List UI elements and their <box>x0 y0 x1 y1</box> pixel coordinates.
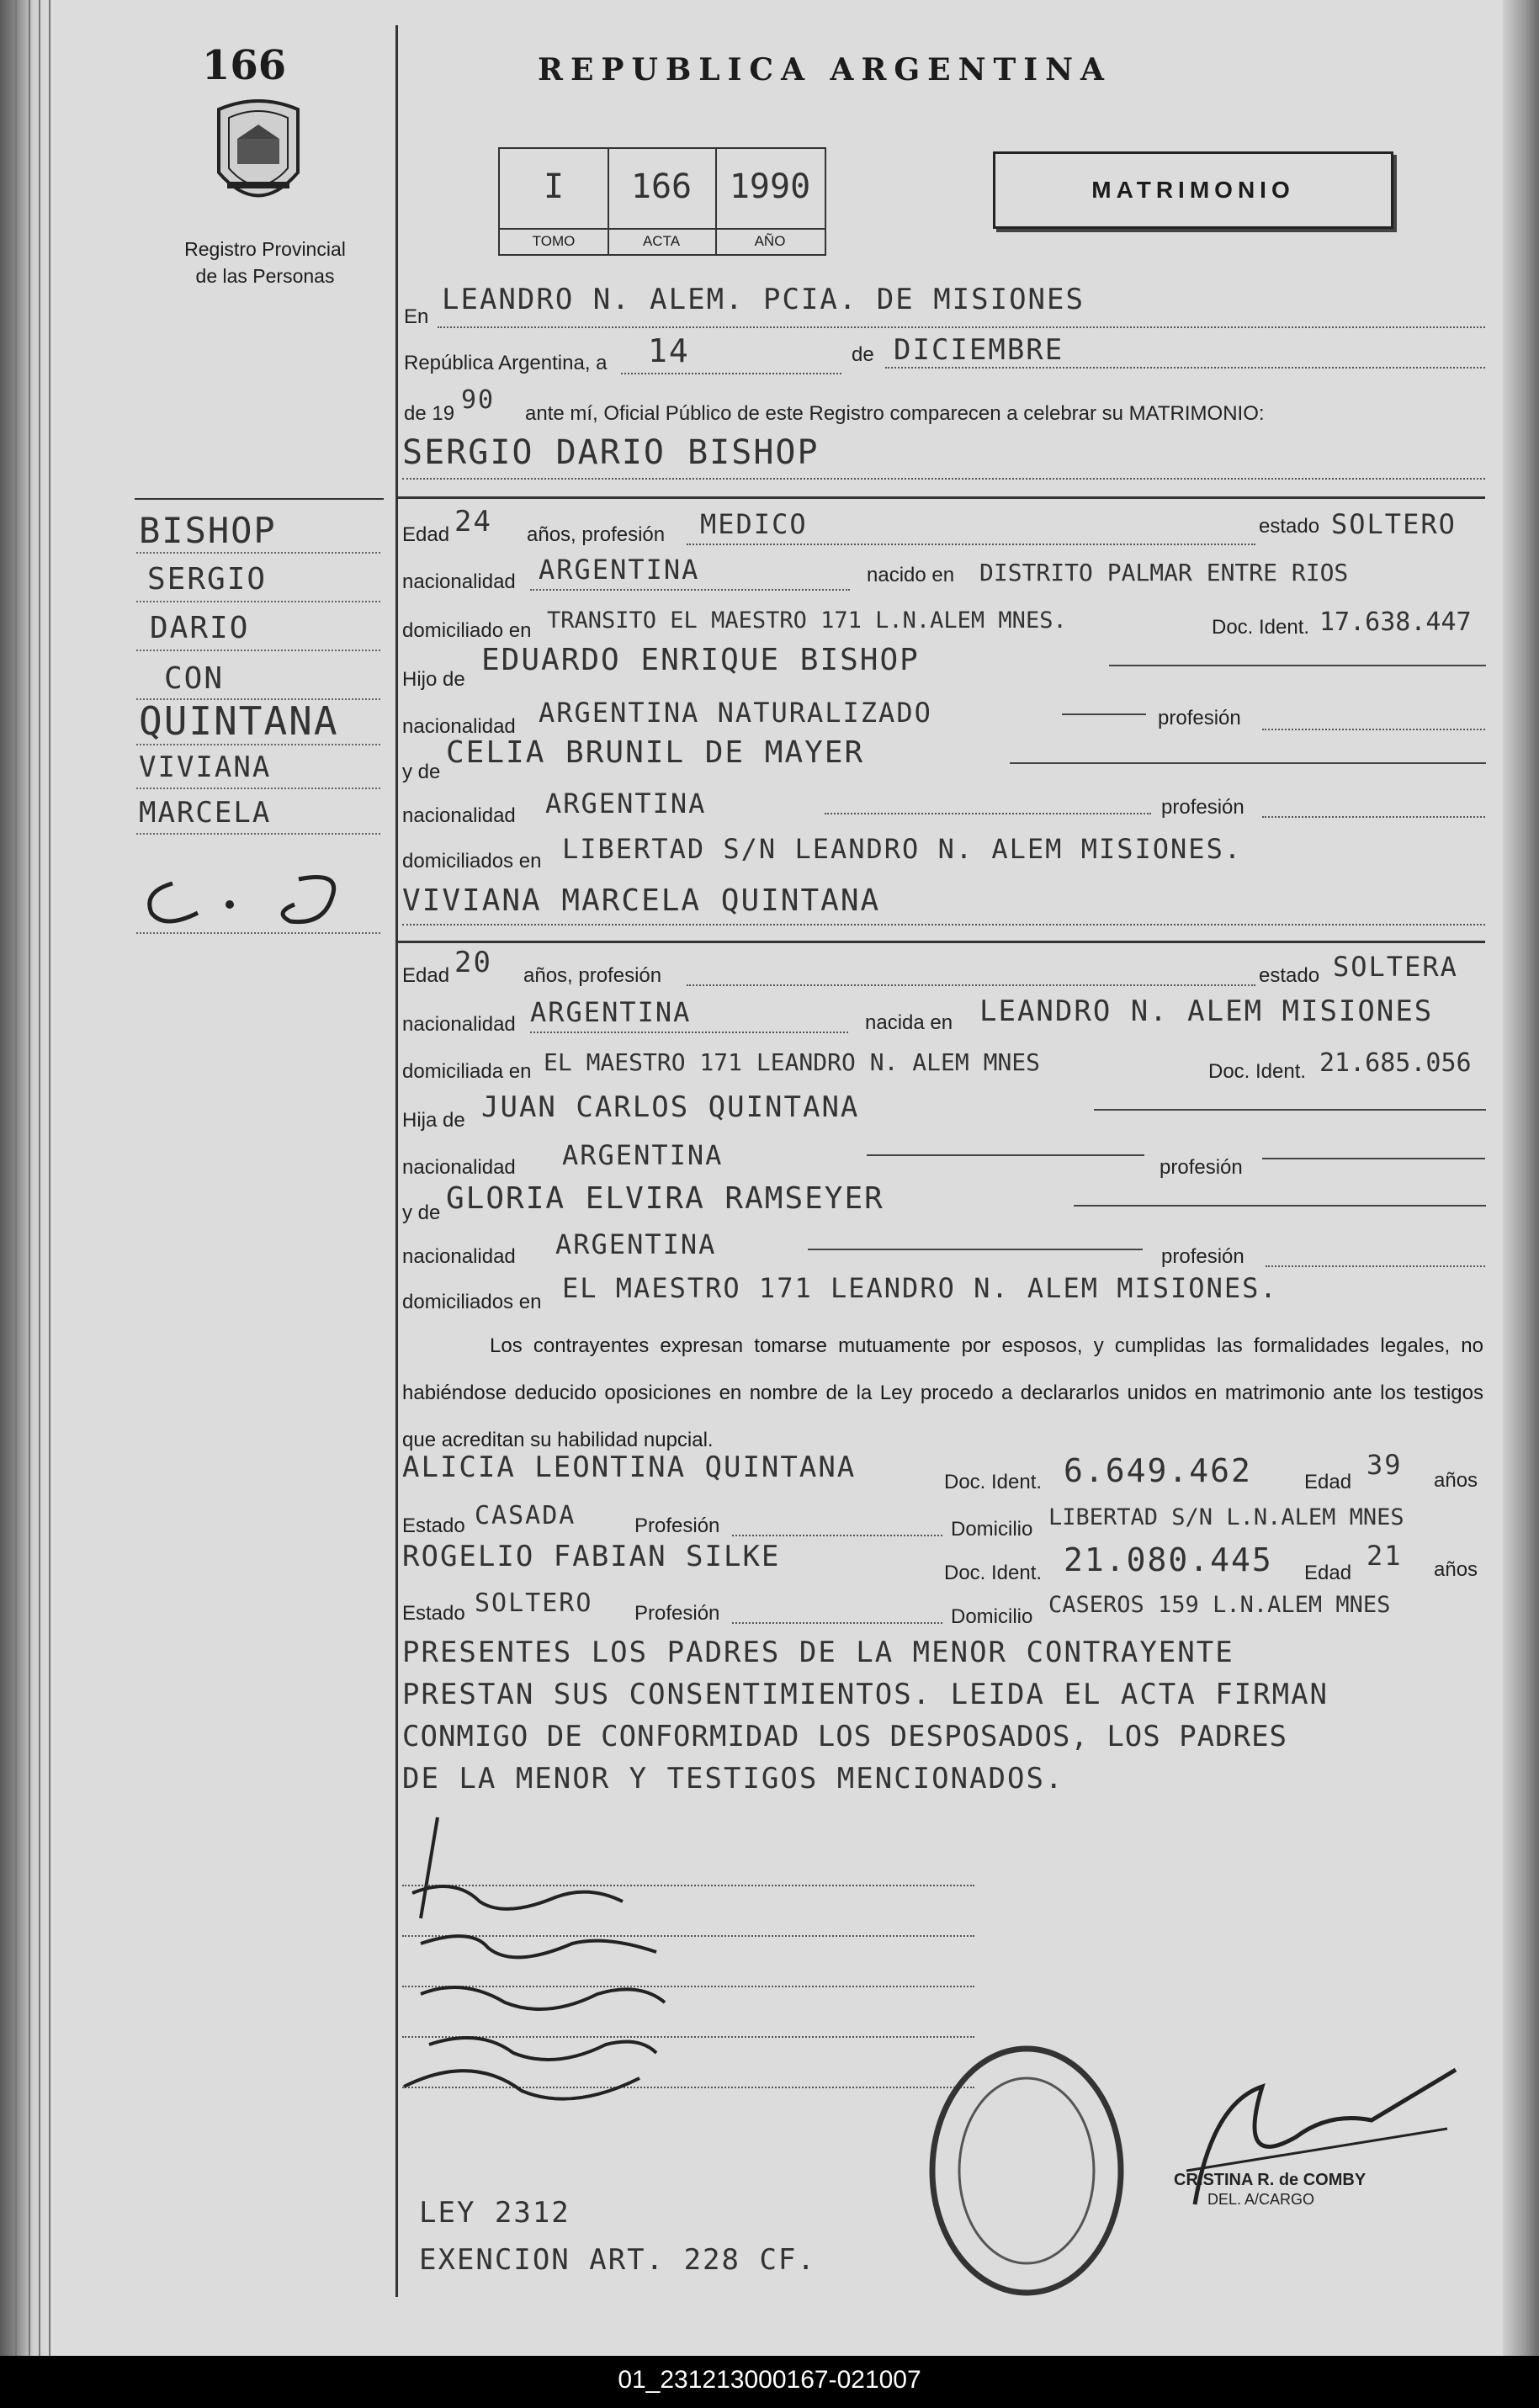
page-edge <box>1503 0 1539 2356</box>
note-line-4: DE LA MENOR Y TESTIGOS MENCIONADOS. <box>402 1762 1064 1795</box>
witness-2-civil-status: SOLTERO <box>475 1589 593 1618</box>
signatures-icon <box>387 1801 690 2137</box>
witness-2-doc-label: Doc. Ident. <box>944 1562 1043 1584</box>
paper-sheet <box>50 0 1539 2356</box>
provincial-seal-icon <box>210 93 306 219</box>
margin-line-5: QUINTANA <box>139 698 339 744</box>
acta-cell: 166 ACTA <box>608 149 717 254</box>
anio-cell: 1990 AÑO <box>715 149 825 254</box>
bride-father-nat-label: nacionalidad <box>402 1156 516 1179</box>
witness-2-address: CASEROS 159 L.N.ALEM MNES <box>1048 1592 1391 1618</box>
day-value: 14 <box>648 332 690 369</box>
groom-anos-label: años, profesión <box>527 523 666 546</box>
groom-civil-status: SOLTERO <box>1331 508 1457 540</box>
margin-line-2: SERGIO <box>147 562 268 597</box>
note-line-1: PRESENTES LOS PADRES DE LA MENOR CONTRAYENTE <box>402 1636 1234 1669</box>
witness-1-doc-label: Doc. Ident. <box>944 1471 1043 1493</box>
margin-line-3: DARIO <box>150 611 250 645</box>
intro-statement: ante mí, Oficial Público de este Registro comparecen a celebrar su MATRIMONIO: <box>525 402 1265 425</box>
witness-1-address: LIBERTAD S/N L.N.ALEM MNES <box>1048 1504 1404 1530</box>
bride-address: EL MAESTRO 171 LEANDRO N. ALEM MNES <box>544 1048 1041 1076</box>
reference-box <box>498 147 826 256</box>
groom-mother-prof-label: profesión <box>1161 796 1244 819</box>
groom-father: EDUARDO ENRIQUE BISHOP <box>481 643 920 677</box>
official-stamp-name: CRISTINA R. de COMBY <box>1174 2171 1367 2189</box>
groom-father-nationality: ARGENTINA NATURALIZADO <box>539 697 932 729</box>
groom-parents-address: LIBERTAD S/N LEANDRO N. ALEM MISIONES. <box>562 833 1243 865</box>
month-value: DICIEMBRE <box>894 333 1064 367</box>
bride-mother-nat-label: nacionalidad <box>402 1245 516 1268</box>
en-label: En <box>404 305 429 328</box>
witness-1-name: ALICIA LEONTINA QUINTANA <box>402 1451 857 1484</box>
witness-2-age: 21 <box>1367 1540 1403 1572</box>
bride-mother: GLORIA ELVIRA RAMSEYER <box>446 1181 884 1216</box>
groom-mother-nat-label: nacionalidad <box>402 804 516 827</box>
witness-2-name: ROGELIO FABIAN SILKE <box>402 1540 781 1573</box>
bride-age: 20 <box>454 946 492 979</box>
groom-nacido-label: nacido en <box>867 564 955 586</box>
bride-anos-label: años, profesión <box>523 964 662 987</box>
groom-nationality: ARGENTINA <box>539 554 700 586</box>
bride-name: VIVIANA MARCELA QUINTANA <box>402 883 881 918</box>
groom-mother-nationality: ARGENTINA <box>545 788 707 819</box>
groom-doc-id: 17.638.447 <box>1319 607 1472 637</box>
groom-birthplace: DISTRITO PALMAR ENTRE RIOS <box>979 559 1349 586</box>
groom-hijo-label: Hijo de <box>402 668 465 691</box>
initials-mark-icon <box>139 867 358 934</box>
official-seal-icon <box>917 2036 1136 2305</box>
de-label: de <box>852 343 874 366</box>
witness-1-edad-label: Edad <box>1304 1471 1352 1493</box>
republic-label: República Argentina, a <box>404 352 608 374</box>
place-value: LEANDRO N. ALEM. PCIA. DE MISIONES <box>442 283 1085 316</box>
tomo-cell: I TOMO <box>500 149 609 254</box>
witness-2-dom-label: Domicilio <box>951 1605 1033 1628</box>
bride-civil-status: SOLTERA <box>1333 951 1458 983</box>
groom-age: 24 <box>454 505 492 538</box>
witness-1-age: 39 <box>1367 1449 1403 1481</box>
law-line-2: EXENCION ART. 228 CF. <box>419 2243 816 2277</box>
groom-doc-label: Doc. Ident. <box>1212 616 1310 639</box>
bride-nacida-label: nacida en <box>865 1011 953 1034</box>
page-number: 166 <box>202 42 287 89</box>
witness-2-prof-label: Profesión <box>634 1602 720 1625</box>
groom-section-rule <box>397 496 1485 499</box>
note-line-3: CONMIGO DE CONFORMIDAD LOS DESPOSADOS, LOS PADRES <box>402 1720 1288 1753</box>
witness-1-civil-status: CASADA <box>475 1501 576 1530</box>
witness-1-dom-label: Domicilio <box>951 1518 1033 1541</box>
bride-doc-label: Doc. Ident. <box>1208 1060 1307 1083</box>
bride-mother-prof-label: profesión <box>1161 1245 1244 1268</box>
bride-dom-label: domiciliada en <box>402 1060 532 1083</box>
margin-line-7: MARCELA <box>139 796 272 830</box>
bride-father-nationality: ARGENTINA <box>562 1139 724 1171</box>
margin-line-1: BISHOP <box>139 510 277 551</box>
bride-edad-label: Edad <box>402 964 450 987</box>
witness-2-doc-id: 21.080.445 <box>1064 1541 1273 1578</box>
bride-doc-id: 21.685.056 <box>1319 1048 1472 1078</box>
bride-section-rule <box>397 941 1485 943</box>
bride-yde-label: y de <box>402 1201 441 1224</box>
groom-name: SERGIO DARIO BISHOP <box>402 433 820 472</box>
groom-address: TRANSITO EL MAESTRO 171 L.N.ALEM MNES. <box>547 607 1067 634</box>
note-line-2: PRESTAN SUS CONSENTIMIENTOS. LEIDA EL ACTA FIRMAN <box>402 1678 1329 1711</box>
witness-1-estado-label: Estado <box>402 1514 465 1537</box>
document-type-box: MATRIMONIO <box>993 151 1393 229</box>
bride-hija-label: Hija de <box>402 1109 465 1132</box>
groom-father-prof-label: profesión <box>1158 707 1241 729</box>
declaration-text: Los contrayentes expresan tomarse mutuamente por esposos, y cumplidas las formalidades legales, no habiéndose deducido oposiciones en nombre de la Ley procedo a declararlos unidos en matrimonio ante los testigos que acreditan su habilidad nupcial. <box>402 1334 1483 1451</box>
witness-1-prof-label: Profesión <box>634 1514 720 1537</box>
groom-nat-label: nacionalidad <box>402 570 516 593</box>
groom-father-nat-label: nacionalidad <box>402 715 516 738</box>
year-suffix: 90 <box>461 385 496 415</box>
groom-dom-label: domiciliado en <box>402 619 532 642</box>
official-stamp-title: DEL. A/CARGO <box>1207 2191 1315 2208</box>
footer-id: 01_231213000167-021007 <box>618 2366 921 2394</box>
witness-1-doc-id: 6.649.462 <box>1064 1452 1252 1489</box>
groom-edad-label: Edad <box>402 523 450 546</box>
year-prefix: de 19 <box>404 402 455 425</box>
bride-parents-dom-label: domiciliados en <box>402 1291 542 1313</box>
registry-label: Registro Provincial de las Personas <box>184 238 346 287</box>
bride-parents-address: EL MAESTRO 171 LEANDRO N. ALEM MISIONES. <box>562 1272 1278 1304</box>
groom-mother: CELIA BRUNIL DE MAYER <box>446 735 865 770</box>
bride-father-prof-label: profesión <box>1160 1156 1243 1179</box>
witness-2-estado-label: Estado <box>402 1602 465 1625</box>
bride-mother-nationality: ARGENTINA <box>555 1228 717 1260</box>
bride-birthplace: LEANDRO N. ALEM MISIONES <box>979 994 1434 1028</box>
country-title: REPUBLICA ARGENTINA <box>538 52 1112 88</box>
groom-profession: MEDICO <box>700 508 808 540</box>
law-line-1: LEY 2312 <box>419 2196 570 2230</box>
witness-2-anos-label: años <box>1434 1558 1478 1581</box>
bride-father: JUAN CARLOS QUINTANA <box>481 1090 860 1124</box>
margin-line-4: CON <box>164 661 225 696</box>
groom-yde-label: y de <box>402 761 441 783</box>
bride-estado-label: estado <box>1259 964 1320 987</box>
bride-nat-label: nacionalidad <box>402 1013 516 1036</box>
groom-parents-dom-label: domiciliados en <box>402 850 542 873</box>
margin-line-6: VIVIANA <box>139 751 272 784</box>
witness-1-anos-label: años <box>1434 1469 1478 1492</box>
bride-nationality: ARGENTINA <box>530 996 692 1028</box>
groom-estado-label: estado <box>1259 515 1320 538</box>
witness-2-edad-label: Edad <box>1304 1562 1352 1584</box>
